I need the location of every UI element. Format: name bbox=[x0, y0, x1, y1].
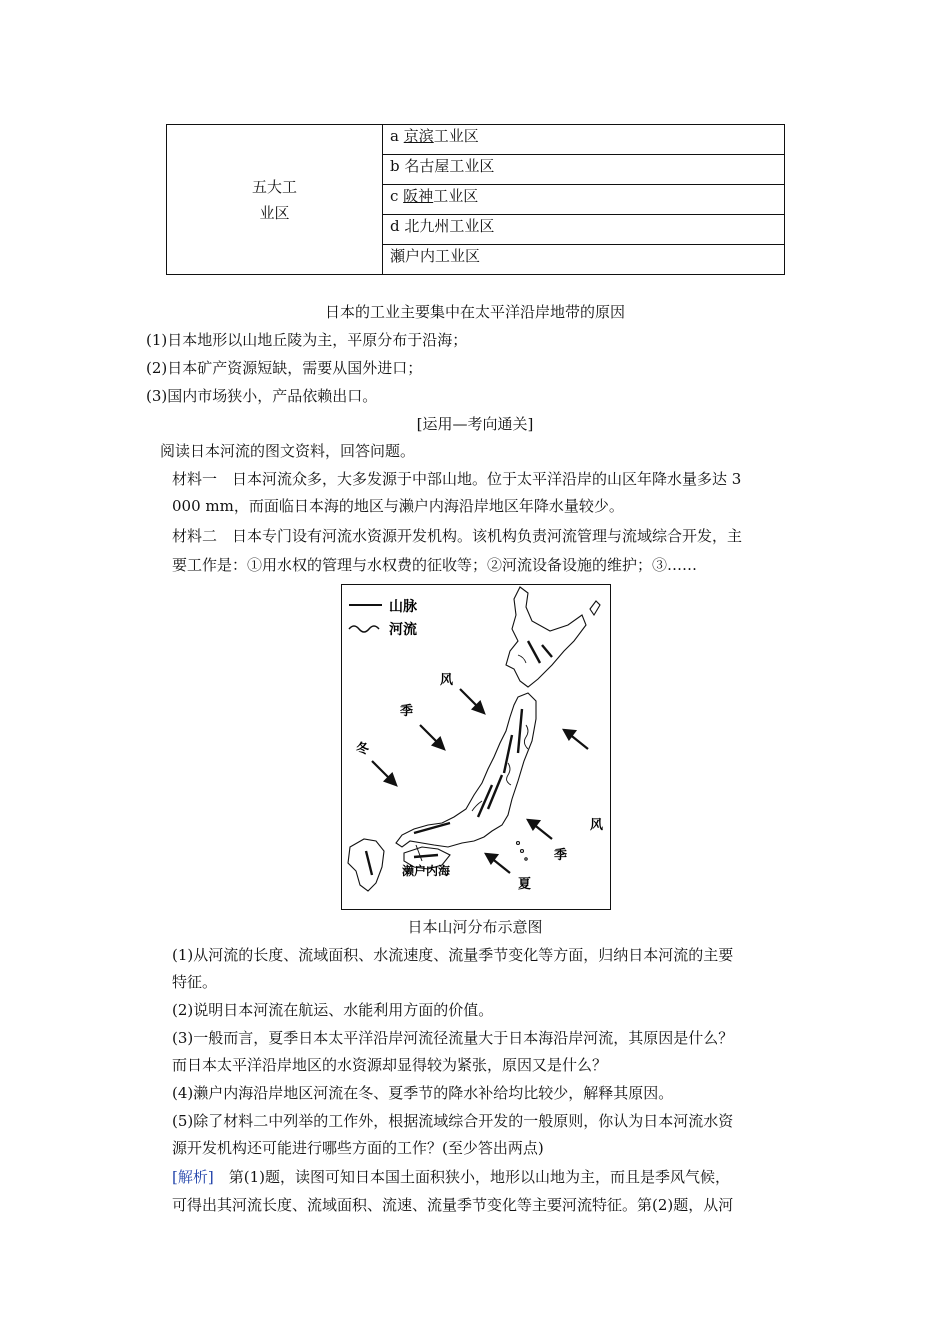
mountain-tohoku-2 bbox=[504, 735, 512, 773]
question-1-line2: 特征。 bbox=[172, 973, 218, 991]
japan-rivers-map bbox=[341, 584, 611, 910]
analysis-line2: 可得出其河流长度、流域面积、流速、流量季节变化等主要河流特征。第(2)题，从河 bbox=[172, 1196, 734, 1214]
practice-intro: 阅读日本河流的图文资料，回答问题。 bbox=[160, 442, 416, 460]
material1-line1: 材料一 日本河流众多，大多发源于中部山地。位于太平洋沿岸的山区年降水量多达 3 bbox=[172, 470, 742, 488]
hokkaido bbox=[506, 587, 586, 687]
question-2: (2)说明日本河流在航运、水能利用方面的价值。 bbox=[172, 1001, 494, 1019]
material2-line1: 材料二 日本专门设有河流水资源开发机构。该机构负责河流管理与流域综合开发，主 bbox=[172, 527, 743, 545]
summer-label-feng: 风 bbox=[590, 817, 604, 832]
question-5-line1: (5)除了材料二中列举的工作外，根据流域综合开发的一般原则，你认为日本河流水资 bbox=[172, 1112, 734, 1130]
mountain-hokkaido-2 bbox=[542, 645, 552, 657]
winter-label-ji: 季 bbox=[400, 703, 414, 718]
zone-a: a 京滨工业区 bbox=[383, 125, 785, 155]
summer-monsoon-arrows bbox=[486, 730, 588, 873]
group-label-line1: 五大工 bbox=[251, 177, 297, 196]
river-4 bbox=[518, 655, 526, 663]
island-dot-3 bbox=[525, 858, 527, 860]
material2-line2: 要工作是：①用水权的管理与水权费的征收等；②河流设备设施的维护；③…… bbox=[172, 556, 698, 574]
legend-river-line bbox=[349, 626, 379, 632]
question-4: (4)濑户内海沿岸地区河流在冬、夏季节的降水补给均比较少，解释其原因。 bbox=[172, 1084, 674, 1102]
zone-b: b 名古屋工业区 bbox=[383, 155, 785, 185]
reason-item-2: (2)日本矿产资源短缺，需要从国外进口； bbox=[146, 359, 423, 377]
island-dot-2 bbox=[521, 850, 524, 853]
map-svg bbox=[342, 585, 610, 909]
legend-mountain-label: 山脉 bbox=[389, 598, 417, 614]
winter-label-dong: 冬 bbox=[356, 741, 370, 756]
group-label-line2: 业区 bbox=[259, 203, 290, 222]
zone-c: c 阪神工业区 bbox=[383, 185, 785, 215]
reason-item-1: (1)日本地形以山地丘陵为主，平原分布于沿海； bbox=[146, 331, 468, 349]
honshu bbox=[396, 693, 536, 847]
question-3-line1: (3)一般而言，夏季日本太平洋沿岸河流径流量大于日本海沿岸河流，其原因是什么？ bbox=[172, 1029, 734, 1047]
summer-label-xia: 夏 bbox=[518, 876, 532, 891]
island-dot-1 bbox=[517, 842, 520, 845]
zone-e: 瀬户内工业区 bbox=[383, 245, 785, 275]
map-caption: 日本山河分布示意图 bbox=[407, 918, 543, 936]
mountain-hokkaido-1 bbox=[528, 641, 540, 663]
question-3-line2: 而日本太平洋沿岸地区的水资源却显得较为紧张，原因又是什么？ bbox=[172, 1056, 608, 1074]
mountain-kyushu bbox=[366, 851, 372, 875]
question-1-line1: (1)从河流的长度、流域面积、水流速度、流量季节变化等方面，归纳日本河流的主要 bbox=[172, 946, 734, 964]
mountain-tohoku-1 bbox=[518, 709, 522, 753]
mountain-shikoku bbox=[414, 855, 438, 857]
mountain-ranges bbox=[366, 641, 552, 875]
reasons-title: 日本的工业主要集中在太平洋沿岸地带的原因 bbox=[324, 303, 625, 321]
reason-item-3: (3)国内市场狭小，产品依赖出口。 bbox=[146, 387, 378, 405]
kyushu bbox=[348, 839, 384, 891]
mountain-central-2 bbox=[478, 785, 492, 817]
winter-monsoon-arrows bbox=[372, 689, 484, 785]
japan-outline bbox=[348, 587, 600, 891]
material1-line2: 000 mm，而面临日本海的地区与濑户内海沿岸地区年降水量较少。 bbox=[172, 497, 624, 515]
inland-sea-label: 濑户内海 bbox=[402, 864, 451, 878]
river-1 bbox=[524, 725, 528, 749]
zone-d: d 北九州工业区 bbox=[383, 215, 785, 245]
kuril-island bbox=[590, 601, 600, 615]
winter-label-feng: 风 bbox=[440, 672, 454, 687]
river-2 bbox=[507, 763, 511, 785]
summer-label-ji: 季 bbox=[554, 847, 568, 862]
analysis-line1: [解析] 第(1)题，读图可知日本国土面积狭小，地形以山地为主，而且是季风气候， bbox=[172, 1168, 730, 1186]
legend-river-label: 河流 bbox=[389, 621, 417, 637]
question-5-line2: 源开发机构还可能进行哪些方面的工作？(至少答出两点) bbox=[172, 1139, 544, 1157]
industrial-zones-table bbox=[166, 124, 785, 275]
analysis-label: [解析] bbox=[172, 1168, 214, 1186]
practice-heading: [运用—考向通关] bbox=[416, 415, 534, 433]
group-cell bbox=[167, 125, 383, 275]
